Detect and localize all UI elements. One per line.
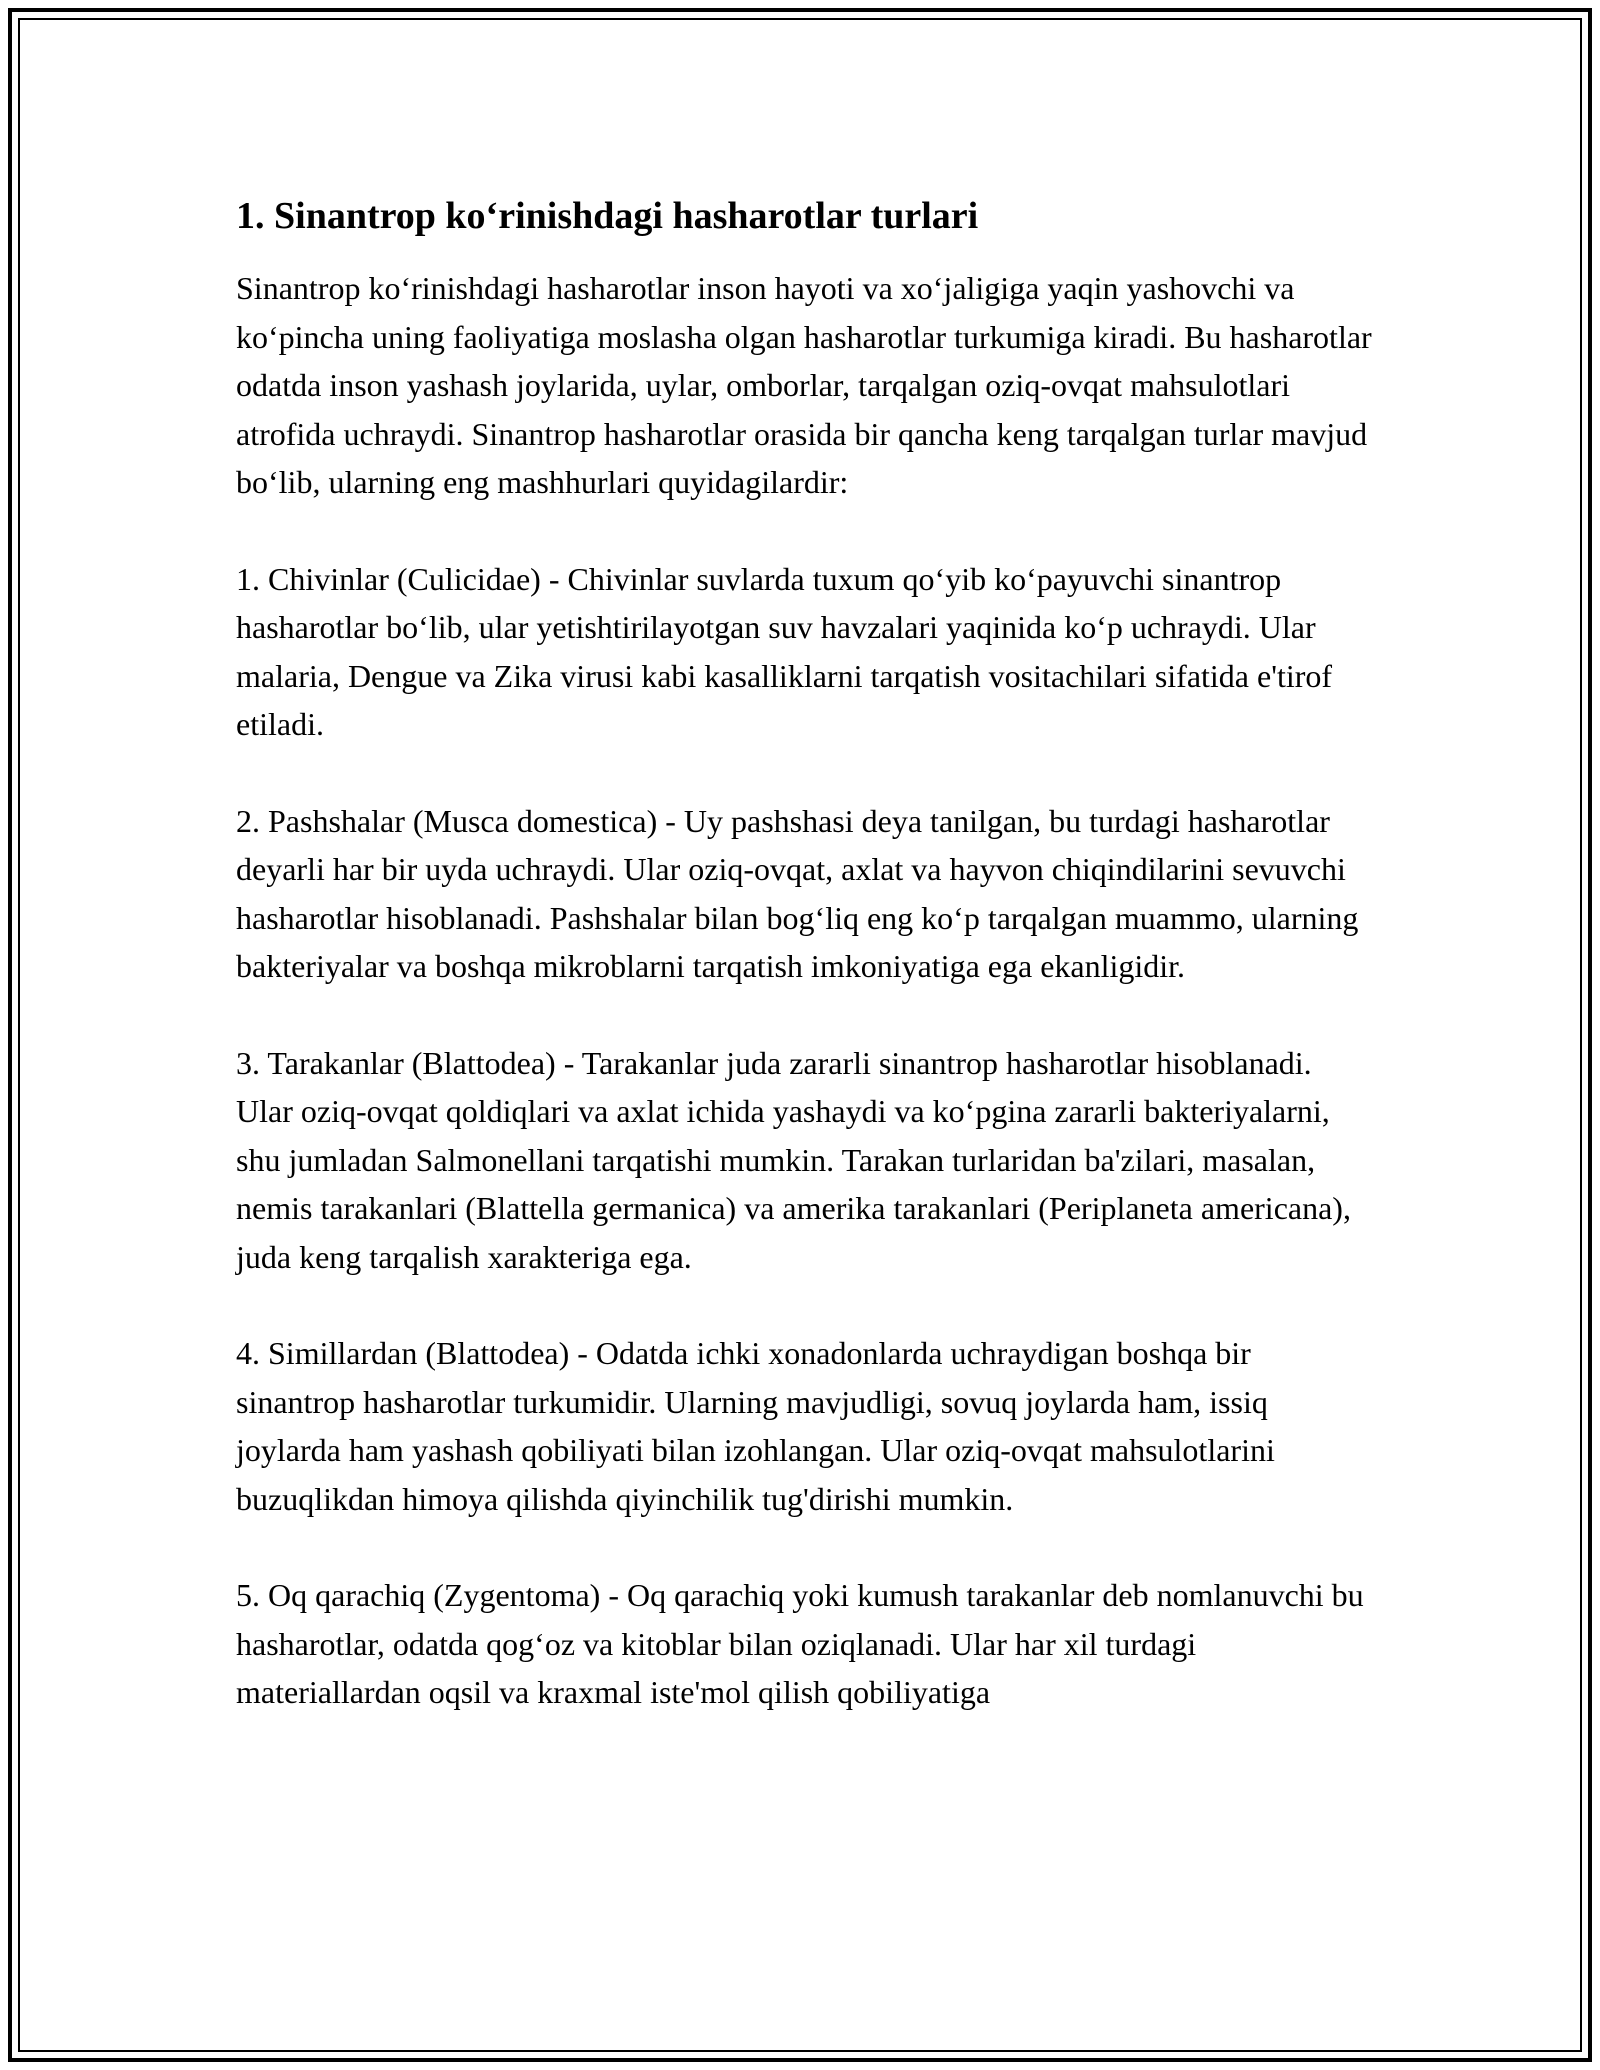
document-body bbox=[236, 190, 1376, 1717]
paragraph-intro: Sinantrop ko‘rinishdagi hasharotlar inson hayoti va xo‘jaligiga yaqin yashovchi va ko‘pincha uning faoliyatiga moslasha olgan hasharotlar turkumiga kiradi. Bu hasharotlar odatda inson yashash joylarida, uylar, omborlar, tarqalgan oziq-ovqat mahsulotlari atrofida uchraydi. Sinantrop hasharotlar orasida bir qancha keng tarqalgan turlar mavjud bo‘lib, ularning eng mashhurlari quyidagilardir: bbox=[236, 270, 1372, 500]
page-title: 1. Sinantrop ko‘rinishdagi hasharotlar turlari bbox=[236, 195, 979, 237]
paragraph-tarakanlar: 3. Tarakanlar (Blattodea) - Tarakanlar juda zararli sinantrop hasharotlar hisoblanadi. Ular oziq-ovqat qoldiqlari va axlat ichida yashaydi va ko‘pgina zararli bakteriyalarni, shu jumladan Salmonellani tarqatishi mumkin. Tarakan turlaridan ba'zilari, masalan, nemis tarakanlari (Blattella germanica) va amerika tarakanlari (Periplaneta americana), juda keng tarqalish xarakteriga ega. bbox=[236, 1044, 1351, 1275]
paragraph-pashshalar: 2. Pashshalar (Musca domestica) - Uy pashshasi deya tanilgan, bu turdagi hasharotlar deyarli har bir uyda uchraydi. Ular oziq-ovqat, axlat va hayvon chiqindilarini sevuvchi hasharotlar hisoblanadi. Pashshalar bilan bog‘liq eng ko‘p tarqalgan muammo, ularning bakteriyalar va boshqa mikroblarni tarqatish imkoniyatiga ega ekanligidir. bbox=[236, 802, 1359, 984]
paragraph-simillardan: 4. Simillardan (Blattodea) - Odatda ichki xonadonlarda uchraydigan boshqa bir sinantrop hasharotlar turkumidir. Ularning mavjudligi, sovuq joylarda ham, issiq joylarda ham yashash qobiliyati bilan izohlangan. Ular oziq-ovqat mahsulotlarini buzuqlikdan himoya qilishda qiyinchilik tug'dirishi mumkin. bbox=[236, 1335, 1275, 1517]
paragraph-chivinlar: 1. Chivinlar (Culicidae) - Chivinlar suvlarda tuxum qo‘yib ko‘payuvchi sinantrop hasharotlar bo‘lib, ular yetishtirilayotgan suv havzalari yaqinida ko‘p uchraydi. Ular malaria, Dengue va Zika virusi kabi kasalliklarni tarqatish vositachilari sifatida e'tirof etiladi. bbox=[236, 560, 1333, 742]
paragraph-oq-qarachiq: 5. Oq qarachiq (Zygentoma) - Oq qarachiq yoki kumush tarakanlar deb nomlanuvchi bu hasharotlar, odatda qog‘oz va kitoblar bilan oziqlanadi. Ular har xil turdagi materiallardan oqsil va kraxmal iste'mol qilish qobiliyatiga bbox=[236, 1577, 1364, 1710]
